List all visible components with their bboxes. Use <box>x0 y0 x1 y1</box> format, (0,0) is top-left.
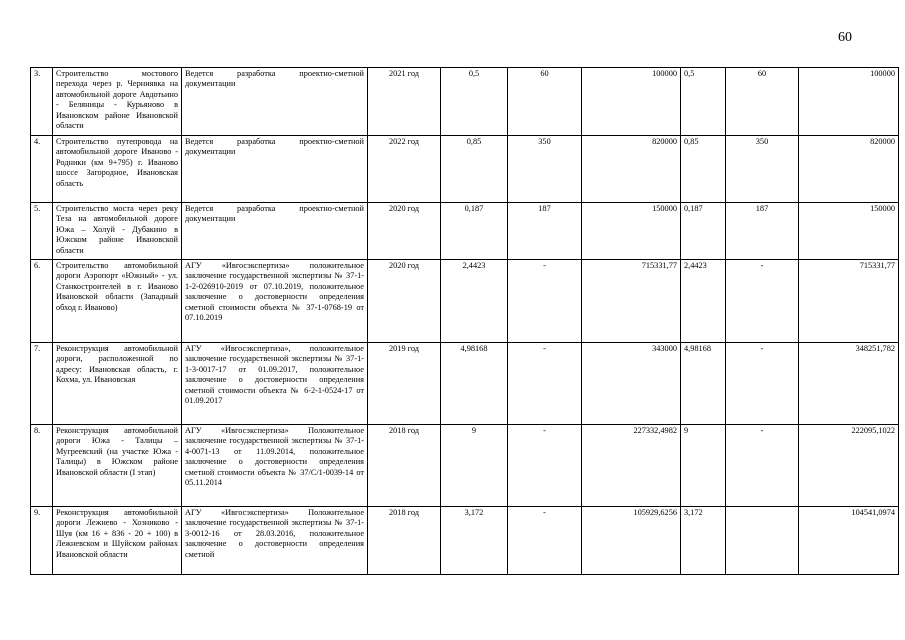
object-name: Реконструкция автомобильной дороги Южа - Талицы – Мугреевский (на участке Южа - Талицы) в Южском районе Ивановской области (I этап) <box>53 425 182 507</box>
length-m-plan-cell: - <box>726 260 799 343</box>
object-name: Реконструкция автомобильной дороги, расположенной по адресу: Ивановская область, г. Кохма, ул. Ивановская <box>53 343 182 425</box>
cost-plan-cell: 104541,0974 <box>799 507 899 575</box>
table-row <box>31 425 899 507</box>
status-text: АГУ «Ивгосэкспертиза» Положительное заключение государственной экспертизы № 37-1-3-0012-16 от 28.03.2016, положительное заключение о достоверности определения сметной <box>182 507 368 575</box>
year-cell: 2018 год <box>368 425 441 507</box>
cost-plan-cell: 222095,1022 <box>799 425 899 507</box>
length-m-plan-cell: 60 <box>726 68 799 136</box>
length-km-cell: 0,85 <box>441 136 508 203</box>
length-km-plan-cell: 3,172 <box>681 507 726 575</box>
length-km-plan-cell: 4,98168 <box>681 343 726 425</box>
length-km-cell: 0,187 <box>441 203 508 260</box>
row-number: 8. <box>31 425 53 507</box>
table-row <box>31 203 899 260</box>
length-m-cell: - <box>508 507 582 575</box>
cost-plan-cell: 715331,77 <box>799 260 899 343</box>
row-number: 5. <box>31 203 53 260</box>
status-text: АГУ «Ивгосэкспертиза» Положительное заключение государственной экспертизы № 37-1-4-0071-13 от 11.09.2014, положительное заключение о достоверности определения сметной стоимости объекта № 37/С/1-0039-14 от 05.11.2014 <box>182 425 368 507</box>
length-km-cell: 3,172 <box>441 507 508 575</box>
year-cell: 2019 год <box>368 343 441 425</box>
status-text: Ведется разработка проектно-сметной документации <box>182 203 368 260</box>
page-number: 60 <box>838 30 852 45</box>
row-number: 6. <box>31 260 53 343</box>
row-number: 9. <box>31 507 53 575</box>
year-cell: 2021 год <box>368 68 441 136</box>
length-m-cell: - <box>508 425 582 507</box>
length-m-plan-cell: 350 <box>726 136 799 203</box>
cost-plan-cell: 150000 <box>799 203 899 260</box>
length-m-cell: - <box>508 260 582 343</box>
object-name: Реконструкция автомобильной дороги Лежнево - Хозниково - Шуя (км 16 + 836 - 20 + 100) в Лежневском и Шуйском районах Ивановской области <box>53 507 182 575</box>
table-row <box>31 68 899 136</box>
table-row <box>31 507 899 575</box>
length-km-cell: 9 <box>441 425 508 507</box>
cost-cell: 715331,77 <box>582 260 681 343</box>
status-text: АГУ «Ивгосэкспертиза», положительное заключение государственной экспертизы № 37-1-1-3-0017-17 от 01.09.2017, положительное заключение о достоверности определения сметной стоимости объекта № 6-2-1-0524-17 от 01.09.2017 <box>182 343 368 425</box>
row-number: 7. <box>31 343 53 425</box>
cost-cell: 343000 <box>582 343 681 425</box>
year-cell: 2018 год <box>368 507 441 575</box>
length-m-plan-cell: - <box>726 343 799 425</box>
cost-cell: 820000 <box>582 136 681 203</box>
cost-cell: 150000 <box>582 203 681 260</box>
table-row <box>31 260 899 343</box>
length-km-plan-cell: 0,5 <box>681 68 726 136</box>
cost-cell: 227332,4982 <box>582 425 681 507</box>
cost-plan-cell: 348251,782 <box>799 343 899 425</box>
length-km-plan-cell: 0,187 <box>681 203 726 260</box>
length-m-cell: 60 <box>508 68 582 136</box>
object-name: Строительство путепровода на автомобильной дороге Иваново - Родники (км 9+795) г. Иваново шоссе Загородное, Ивановская область <box>53 136 182 203</box>
cost-plan-cell: 100000 <box>799 68 899 136</box>
length-m-plan-cell <box>726 507 799 575</box>
projects-table <box>30 67 899 575</box>
length-m-cell: 187 <box>508 203 582 260</box>
table-row <box>31 343 899 425</box>
row-number: 3. <box>31 68 53 136</box>
length-km-cell: 2,4423 <box>441 260 508 343</box>
status-text: Ведется разработка проектно-сметной документации <box>182 136 368 203</box>
row-number: 4. <box>31 136 53 203</box>
year-cell: 2022 год <box>368 136 441 203</box>
cost-cell: 100000 <box>582 68 681 136</box>
length-m-plan-cell: 187 <box>726 203 799 260</box>
status-text: АГУ «Ивгосэкспертиза» положительное заключение государственной экспертизы № 37-1-1-2-026910-2019 от 07.10.2019, положительное заключение о достоверности определения сметной стоимости объекта № 37-1-0768-19 от 07.10.2019 <box>182 260 368 343</box>
cost-plan-cell: 820000 <box>799 136 899 203</box>
length-km-plan-cell: 2,4423 <box>681 260 726 343</box>
length-km-cell: 0,5 <box>441 68 508 136</box>
length-km-plan-cell: 0,85 <box>681 136 726 203</box>
object-name: Строительство автомобильной дороги Аэропорт «Южный» - ул. Станкостроителей в г. Иваново Ивановской области (Западный обход г. Иваново) <box>53 260 182 343</box>
year-cell: 2020 год <box>368 260 441 343</box>
year-cell: 2020 год <box>368 203 441 260</box>
status-text: Ведется разработка проектно-сметной документации <box>182 68 368 136</box>
cost-cell: 105929,6256 <box>582 507 681 575</box>
length-m-cell: - <box>508 343 582 425</box>
length-km-plan-cell: 9 <box>681 425 726 507</box>
length-m-plan-cell: - <box>726 425 799 507</box>
object-name: Строительство мостового перехода через р. Черниявка на автомобильной дороге Авдотьино - Беляницы - Курьяново в Ивановском районе Ивановской области <box>53 68 182 136</box>
length-km-cell: 4,98168 <box>441 343 508 425</box>
object-name: Строительство моста через реку Теза на автомобильной дороге Южа – Холуй - Дубакино в Южском районе Ивановской области <box>53 203 182 260</box>
length-m-cell: 350 <box>508 136 582 203</box>
table-row <box>31 136 899 203</box>
